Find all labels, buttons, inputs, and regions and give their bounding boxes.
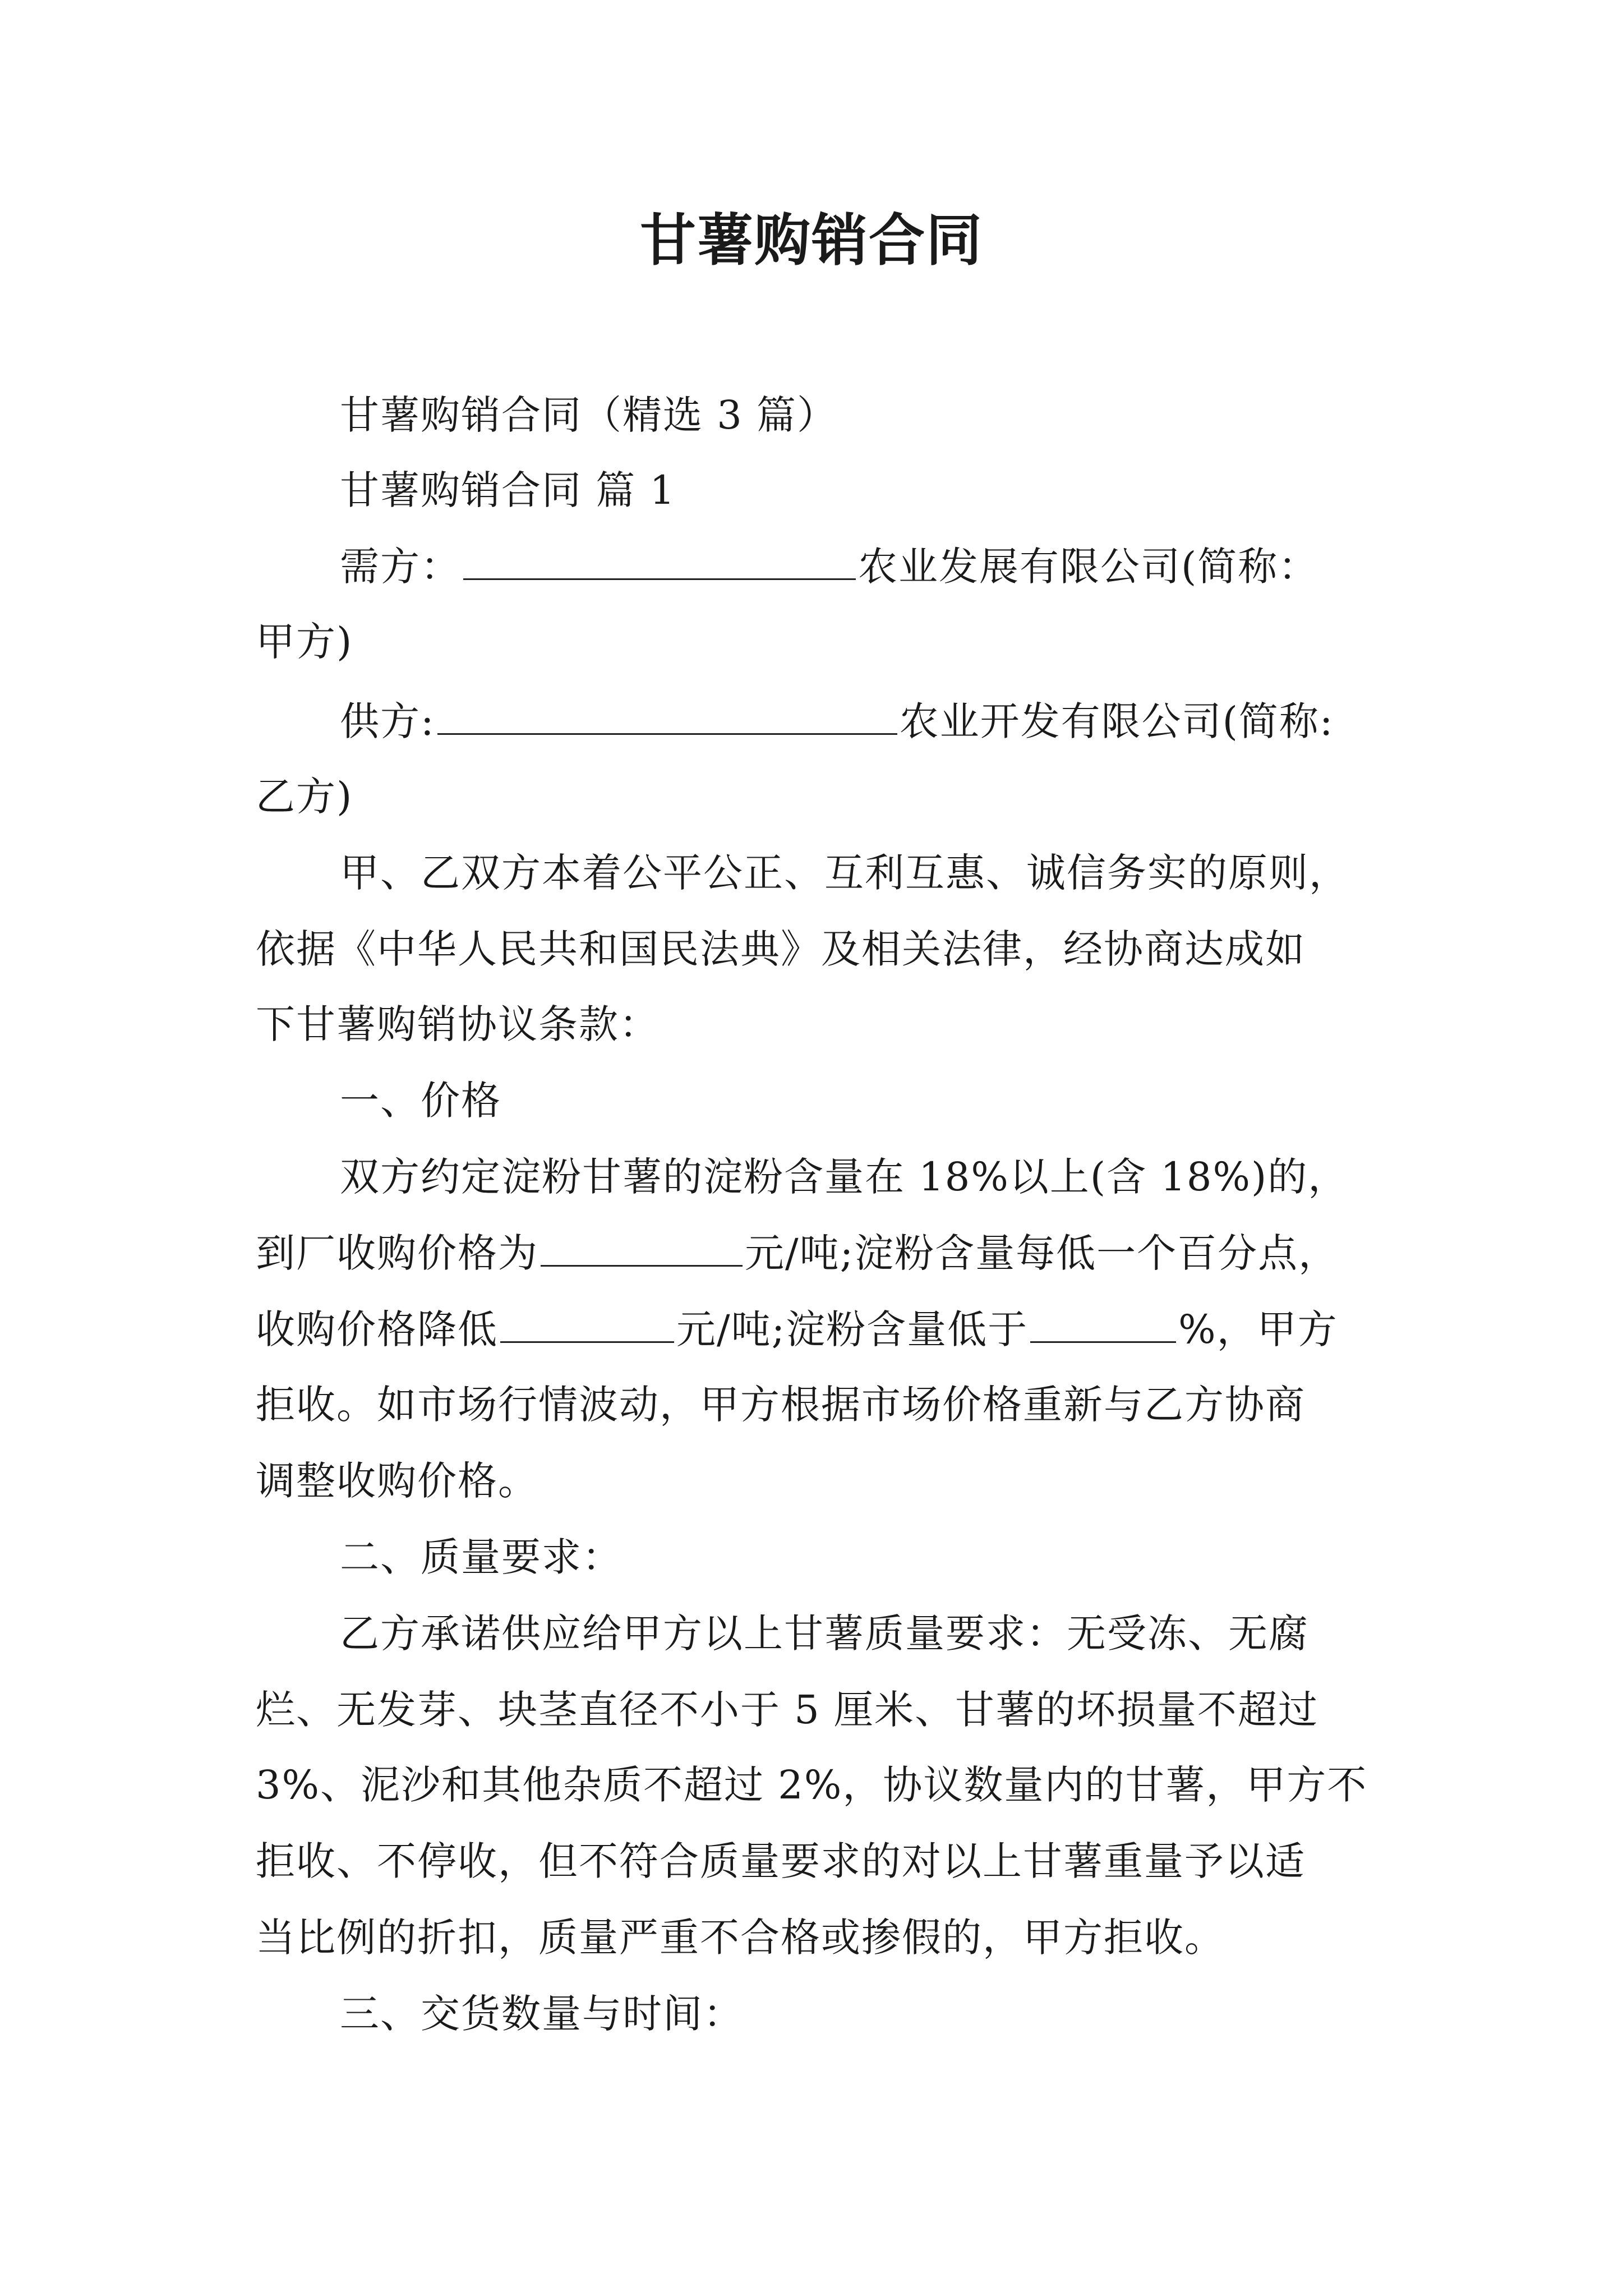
intro-line-2: 依据《中华人民共和国民法典》及相关法律，经协商达成如 bbox=[256, 926, 1306, 972]
buyer-label: 需方： bbox=[340, 544, 461, 590]
threshold-blank bbox=[1030, 1302, 1176, 1343]
reduction-blank bbox=[500, 1302, 674, 1343]
intro-line-3: 下甘薯购销协议条款： bbox=[256, 1001, 660, 1047]
section2-line-2: 烂、无发芽、块茎直径不小于 5 厘米、甘薯的坏损量不超过 bbox=[256, 1687, 1319, 1733]
section1-line-1: 双方约定淀粉甘薯的淀粉含量在 18%以上(含 18%)的， bbox=[340, 1154, 1349, 1200]
price-suffix: 元/吨;淀粉含量每低一个百分点， bbox=[745, 1230, 1339, 1276]
section1-line-5: 调整收购价格。 bbox=[256, 1458, 538, 1504]
part-heading: 甘薯购销合同 篇 1 bbox=[340, 467, 676, 513]
section2-line-5: 当比例的折扣，质量严重不合格或掺假的，甲方拒收。 bbox=[256, 1915, 1225, 1961]
intro-line-1: 甲、乙双方本着公平公正、互利互惠、诚信务实的原则， bbox=[340, 850, 1349, 896]
section1-line-3 bbox=[256, 1301, 1400, 1358]
seller-suffix: 农业开发有限公司(简称: bbox=[899, 698, 1334, 744]
section1-line-4: 拒收。如市场行情波动，甲方根据市场价格重新与乙方协商 bbox=[256, 1382, 1306, 1428]
section1-heading: 一、价格 bbox=[340, 1078, 501, 1124]
threshold-suffix: %，甲方 bbox=[1178, 1306, 1338, 1352]
buyer-continuation: 甲方) bbox=[256, 619, 353, 665]
section2-line-3: 3%、泥沙和其他杂质不超过 2%，协议数量内的甘薯，甲方不 bbox=[256, 1762, 1368, 1808]
document-title: 甘薯购销合同 bbox=[640, 207, 983, 273]
price-label: 到厂收购价格为 bbox=[256, 1230, 538, 1276]
section2-line-4: 拒收、不停收，但不符合质量要求的对以上甘薯重量予以适 bbox=[256, 1838, 1306, 1884]
seller-name-blank bbox=[437, 694, 897, 735]
seller-label: 供方: bbox=[340, 698, 435, 744]
section3-heading: 三、交货数量与时间： bbox=[340, 1991, 744, 2037]
seller-continuation: 乙方) bbox=[256, 774, 353, 820]
section1-line-2 bbox=[256, 1225, 1400, 1281]
seller-line bbox=[340, 693, 1400, 749]
reduction-label: 收购价格降低 bbox=[256, 1306, 498, 1352]
section2-line-1: 乙方承诺供应给甲方以上甘薯质量要求：无受冻、无腐 bbox=[340, 1611, 1309, 1657]
buyer-line bbox=[340, 539, 1400, 595]
price-blank bbox=[541, 1226, 743, 1267]
document-subtitle: 甘薯购销合同（精选 3 篇） bbox=[340, 392, 838, 438]
section2-heading: 二、质量要求： bbox=[340, 1534, 623, 1580]
reduction-suffix: 元/吨;淀粉含量低于 bbox=[676, 1306, 1029, 1352]
buyer-name-blank bbox=[463, 539, 856, 580]
buyer-suffix: 农业发展有限公司(简称： bbox=[858, 544, 1319, 590]
